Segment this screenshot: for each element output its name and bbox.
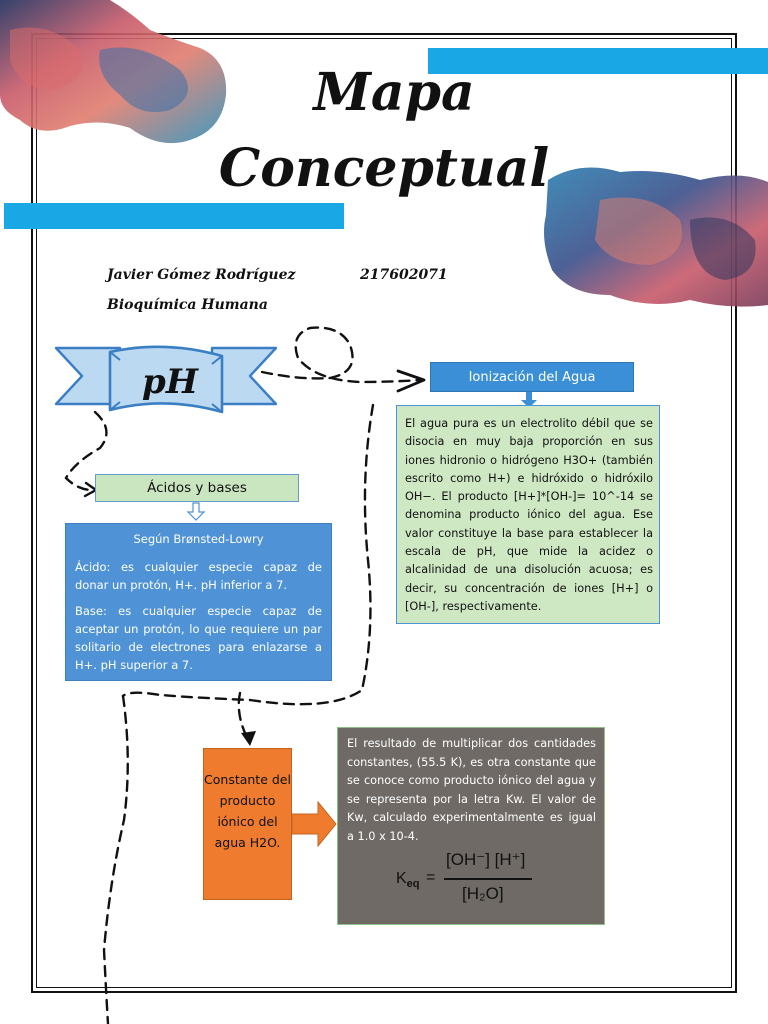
base-definition: Base: es cualquier especie capaz de aceptar un protón, lo que requiere un par solitario de electrones para enlazarse a H+. pH superior a 7. xyxy=(75,604,322,672)
arrowhead-constante xyxy=(241,731,256,746)
ionizacion-body: El agua pura es un electrolito débil que se disocia en muy baja proporción en sus iones hidronio o hidrógeno H3O+ (también escrito como H+) e hidróxido o hidróxilo OH−. El producto [H+]*[OH-]= 10^-14 se denomina producto iónico del agua. Ese valor constituye la base para establecer la escala de pH, que mide la acidez o alcalinidad de una disolución acuosa; es decir, su concentración de iones [H+] o [OH-], respectivamente. xyxy=(396,405,660,624)
acidos-header: Ácidos y bases xyxy=(95,474,299,502)
page-title-line1: Mapa xyxy=(313,62,475,123)
ph-banner-label: pH xyxy=(142,362,198,402)
formula-numerator: [OH⁻] [H⁺] xyxy=(446,850,526,869)
author-name: Javier Gómez Rodríguez xyxy=(107,267,296,283)
formula-equals: = xyxy=(426,869,436,886)
formula-k: $K_{eq}$ xyxy=(396,870,420,891)
acido-definition: Ácido: es cualquier especie capaz de donar un protón, H+. pH inferior a 7. xyxy=(75,560,322,592)
page-title-line2: Conceptual xyxy=(218,138,550,199)
connector-down-left xyxy=(104,696,128,1024)
acidos-subtitle: Según Brønsted-Lowry xyxy=(133,532,264,546)
ionizacion-header: Ionización del Agua xyxy=(430,362,634,392)
orange-right-arrow xyxy=(292,802,336,846)
constante-text: El resultado de multiplicar dos cantidades constantes, (55.5 K), es otra constante que se conoce como producto iónico del agua y se representa por la letra Kw. El valor de Kw, calculado experimentalmente es igual a 1.0 x 10-4. xyxy=(347,737,596,843)
connector-ph-to-ionizacion xyxy=(262,328,420,382)
course-name: Bioquímica Humana xyxy=(107,297,268,313)
formula-denominator: [H₂O] xyxy=(462,884,504,903)
keq-formula xyxy=(396,848,546,910)
acidos-body xyxy=(65,523,332,681)
acid-down-arrow xyxy=(188,503,204,520)
author-id: 217602071 xyxy=(360,267,448,283)
formula-fraction-line xyxy=(444,878,532,880)
constante-label: Constante del producto iónico del agua H2O. xyxy=(203,748,292,900)
